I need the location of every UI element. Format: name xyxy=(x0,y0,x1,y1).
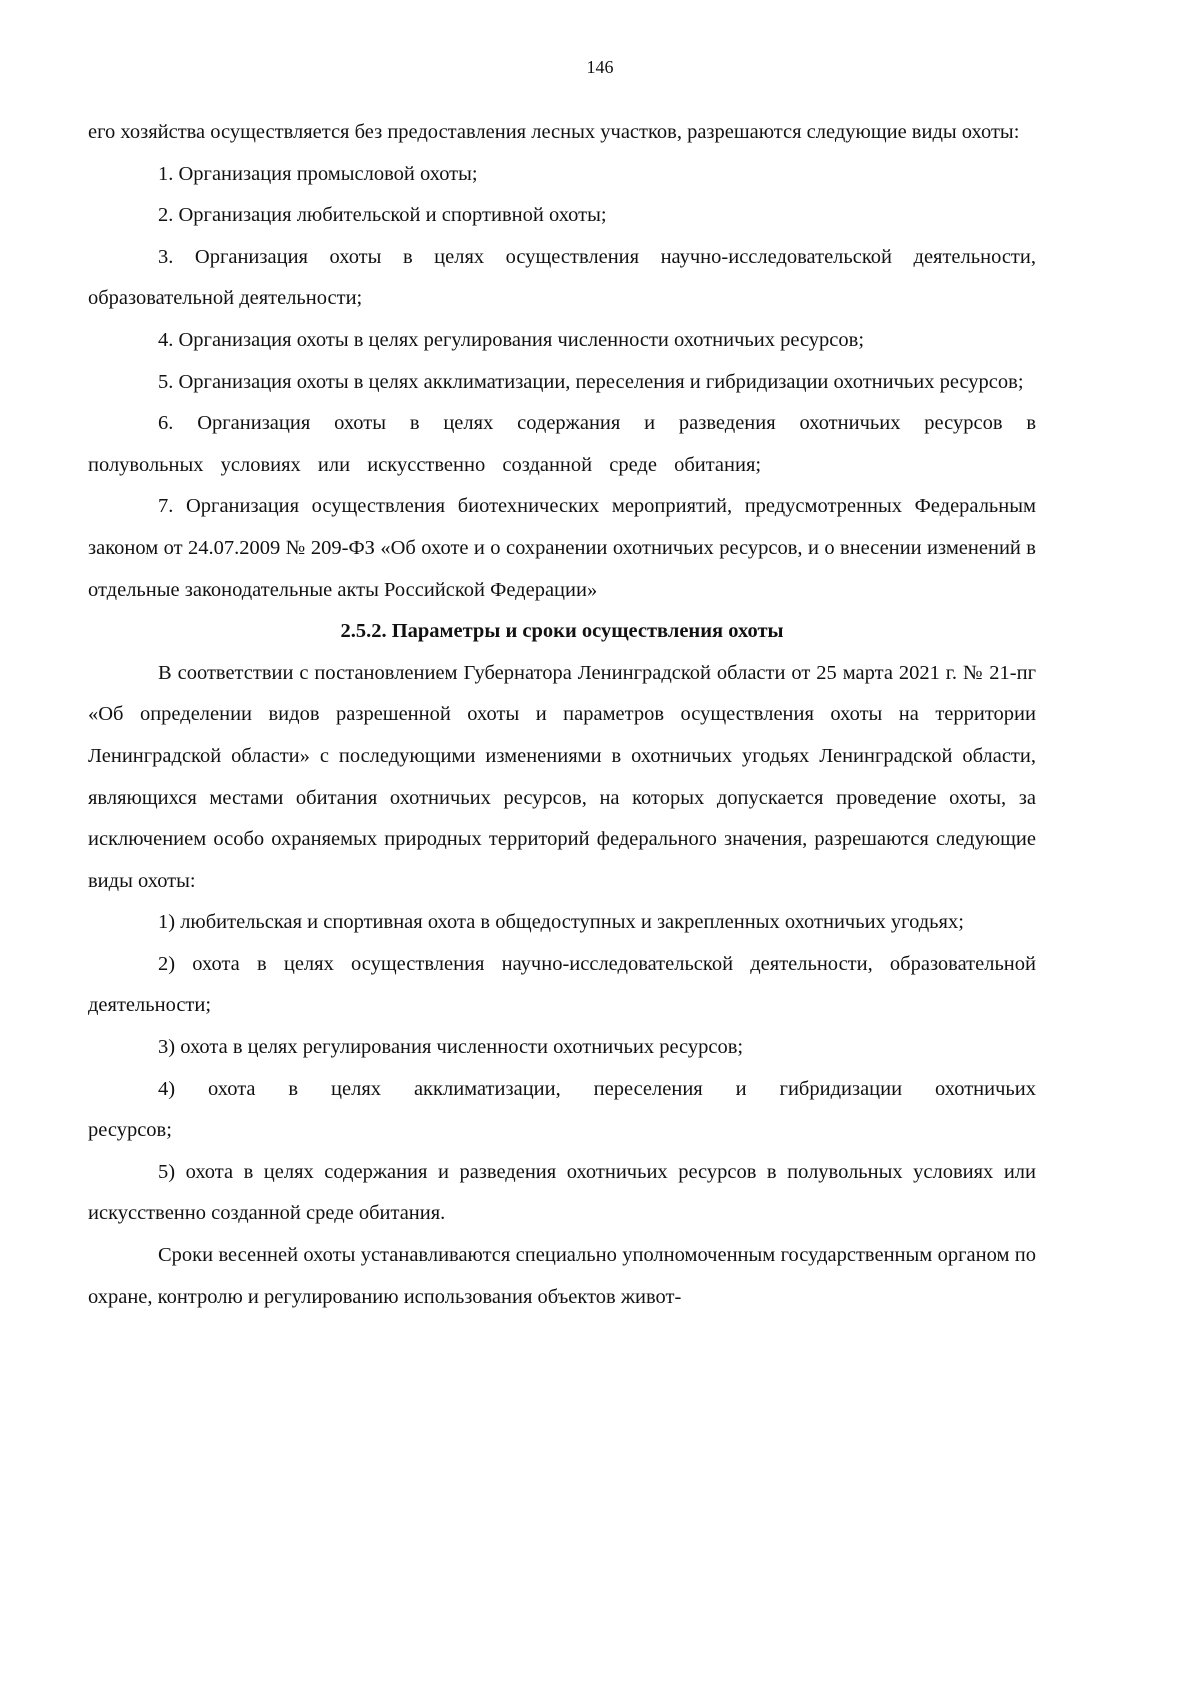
hunting-type-item-4: 4. Организация охоты в целях регулирования численности охотничьих ресурсов; xyxy=(158,328,865,351)
hunting-type-item-3: 3. Организация охоты в целях осуществления научно-исследовательской деятельности, образовательной деятельности; xyxy=(88,245,1036,310)
permitted-hunting-item-3: 3) охота в целях регулирования численности охотничьих ресурсов; xyxy=(158,1036,744,1059)
permitted-hunting-item-4: 4) охота в целях акклиматизации, переселения и гибридизации охотничьих ресурсов; xyxy=(88,1077,1036,1142)
hunting-type-item-5: 5. Организация охоты в целях акклиматизации, переселения и гибридизации охотничьих ресурсов; xyxy=(158,370,1024,393)
permitted-hunting-item-2: 2) охота в целях осуществления научно-исследовательской деятельности, образовательной деятельности; xyxy=(88,952,1036,1017)
spring-hunting-paragraph: Сроки весенней охоты устанавливаются специально уполномоченным государственным органом по охране, контролю и регулированию использования объектов живот- xyxy=(88,1244,1036,1308)
hunting-type-item-7: 7. Организация осуществления биотехнических мероприятий, предусмотренных Федеральным законом от 24.07.2009 № 209-ФЗ «Об охоте и о сохранении охотничьих ресурсов, и о внесении изменений в отдельные законодательные акты Российской Федерации» xyxy=(88,495,1036,601)
hunting-type-item-6: 6. Организация охоты в целях содержания и разведения охотничьих ресурсов в полувольных условиях или искусственно созданной среде обитания; xyxy=(88,412,1036,476)
hunting-type-item-1: 1. Организация промысловой охоты; xyxy=(158,162,478,185)
permitted-hunting-item-1: 1) любительская и спортивная охота в общедоступных и закрепленных охотничьих угодьях; xyxy=(158,911,964,934)
section-heading: 2.5.2. Параметры и сроки осуществления охоты xyxy=(340,620,784,643)
section-paragraph: В соответствии с постановлением Губернатора Ленинградской области от 25 марта 2021 г. № 21-пг «Об определении видов разрешенной охоты и параметров осуществления охоты на территории Ленинградской области» с последующими изменениями в охотничьих угодьях Ленинградской области, являющихся местами обитания охотничьих ресурсов, на которых допускается проведение охоты, за исключением особо охраняемых природных территорий федерального значения, разрешаются следующие виды охоты: xyxy=(88,661,1036,892)
page-number: 146 xyxy=(586,57,614,77)
permitted-hunting-item-5: 5) охота в целях содержания и разведения охотничьих ресурсов в полувольных условиях или искусственно созданной среде обитания. xyxy=(88,1160,1036,1225)
document-body xyxy=(88,112,1036,1318)
hunting-type-item-2: 2. Организация любительской и спортивной охоты; xyxy=(158,204,607,227)
intro-paragraph: его хозяйства осуществляется без предоставления лесных участков, разрешаются следующие виды охоты: xyxy=(88,121,1020,143)
